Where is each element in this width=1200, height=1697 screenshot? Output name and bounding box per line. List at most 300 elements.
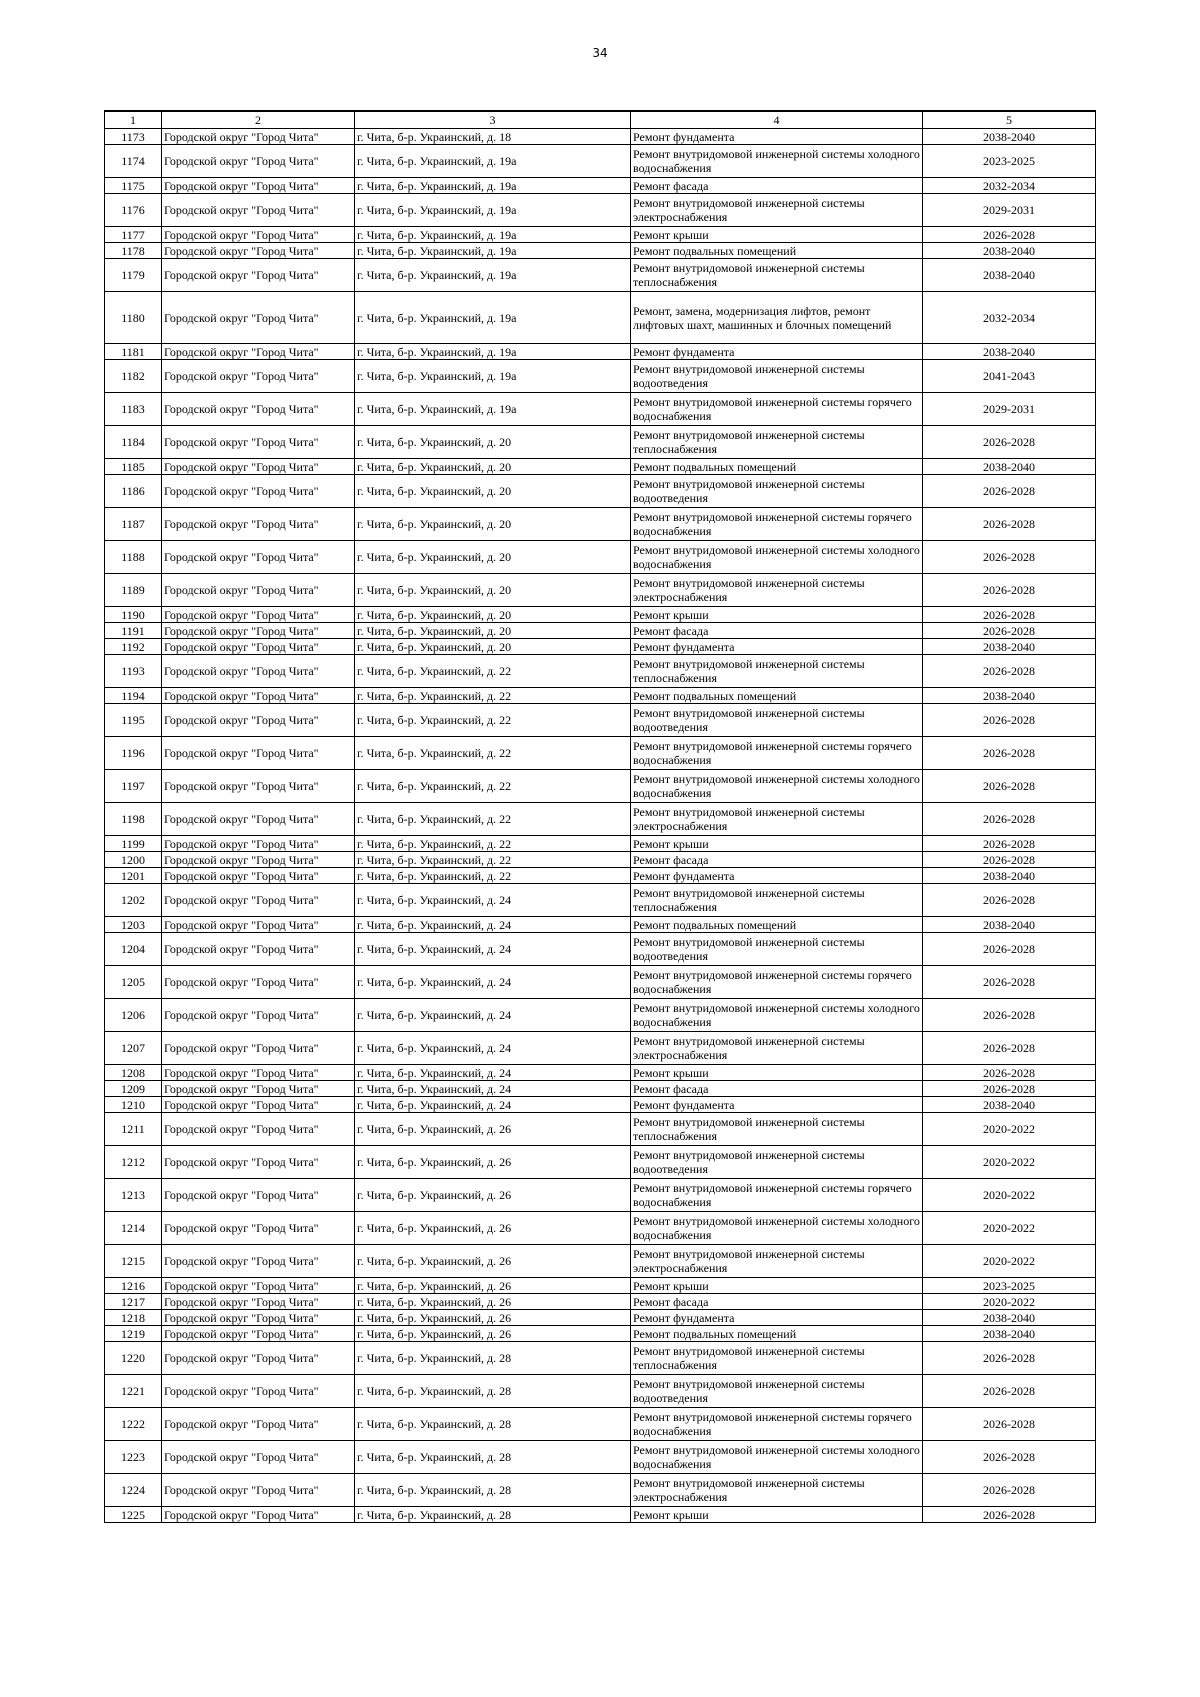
row-number-cell: 1212 [105, 1146, 162, 1179]
municipality-cell: Городской округ "Город Чита" [162, 639, 355, 655]
table-row [105, 227, 1096, 243]
row-number-cell: 1197 [105, 770, 162, 803]
work-type-cell: Ремонт подвальных помещений [631, 917, 923, 933]
period-cell: 2038-2040 [923, 129, 1096, 145]
table-row [105, 1507, 1096, 1523]
period-cell: 2026-2028 [923, 1032, 1096, 1065]
period-cell: 2026-2028 [923, 508, 1096, 541]
work-type-cell: Ремонт внутридомовой инженерной системы водоотведения [631, 1375, 923, 1408]
work-type-cell: Ремонт внутридомовой инженерной системы водоотведения [631, 475, 923, 508]
period-cell: 2038-2040 [923, 917, 1096, 933]
address-cell: г. Чита, б-р. Украинский, д. 28 [355, 1408, 631, 1441]
period-cell: 2029-2031 [923, 393, 1096, 426]
period-cell: 2026-2028 [923, 1065, 1096, 1081]
work-type-cell: Ремонт внутридомовой инженерной системы электроснабжения [631, 194, 923, 227]
address-cell: г. Чита, б-р. Украинский, д. 26 [355, 1294, 631, 1310]
address-cell: г. Чита, б-р. Украинский, д. 19а [355, 178, 631, 194]
table-row [105, 426, 1096, 459]
address-cell: г. Чита, б-р. Украинский, д. 22 [355, 704, 631, 737]
work-type-cell: Ремонт внутридомовой инженерной системы теплоснабжения [631, 426, 923, 459]
work-type-cell: Ремонт внутридомовой инженерной системы холодного водоснабжения [631, 1212, 923, 1245]
municipality-cell: Городской округ "Город Чита" [162, 393, 355, 426]
period-cell: 2020-2022 [923, 1146, 1096, 1179]
table-row [105, 639, 1096, 655]
municipality-cell: Городской округ "Город Чита" [162, 227, 355, 243]
period-cell: 2026-2028 [923, 1081, 1096, 1097]
address-cell: г. Чита, б-р. Украинский, д. 26 [355, 1146, 631, 1179]
period-cell: 2026-2028 [923, 999, 1096, 1032]
address-cell: г. Чита, б-р. Украинский, д. 19а [355, 360, 631, 393]
period-cell: 2026-2028 [923, 227, 1096, 243]
address-cell: г. Чита, б-р. Украинский, д. 26 [355, 1326, 631, 1342]
address-cell: г. Чита, б-р. Украинский, д. 20 [355, 639, 631, 655]
table-row [105, 459, 1096, 475]
period-cell: 2020-2022 [923, 1245, 1096, 1278]
municipality-cell: Городской округ "Город Чита" [162, 1326, 355, 1342]
work-type-cell: Ремонт внутридомовой инженерной системы холодного водоснабжения [631, 999, 923, 1032]
municipality-cell: Городской округ "Город Чита" [162, 852, 355, 868]
work-type-cell: Ремонт фасада [631, 1294, 923, 1310]
work-type-cell: Ремонт внутридомовой инженерной системы электроснабжения [631, 1474, 923, 1507]
period-cell: 2038-2040 [923, 639, 1096, 655]
table-row [105, 259, 1096, 292]
work-type-cell: Ремонт внутридомовой инженерной системы горячего водоснабжения [631, 1408, 923, 1441]
table-row [105, 1146, 1096, 1179]
period-cell: 2038-2040 [923, 688, 1096, 704]
table-header-row [105, 111, 1096, 129]
period-cell: 2026-2028 [923, 1441, 1096, 1474]
period-cell: 2026-2028 [923, 623, 1096, 639]
column-header: 5 [923, 111, 1096, 129]
table-row [105, 966, 1096, 999]
municipality-cell: Городской округ "Город Чита" [162, 459, 355, 475]
row-number-cell: 1221 [105, 1375, 162, 1408]
municipality-cell: Городской округ "Город Чита" [162, 688, 355, 704]
period-cell: 2023-2025 [923, 145, 1096, 178]
work-type-cell: Ремонт внутридомовой инженерной системы холодного водоснабжения [631, 145, 923, 178]
address-cell: г. Чита, б-р. Украинский, д. 22 [355, 803, 631, 836]
work-type-cell: Ремонт внутридомовой инженерной системы горячего водоснабжения [631, 737, 923, 770]
period-cell: 2026-2028 [923, 655, 1096, 688]
table-row [105, 129, 1096, 145]
address-cell: г. Чита, б-р. Украинский, д. 19а [355, 259, 631, 292]
address-cell: г. Чита, б-р. Украинский, д. 24 [355, 999, 631, 1032]
address-cell: г. Чита, б-р. Украинский, д. 28 [355, 1375, 631, 1408]
municipality-cell: Городской округ "Город Чита" [162, 1474, 355, 1507]
row-number-cell: 1189 [105, 574, 162, 607]
address-cell: г. Чита, б-р. Украинский, д. 26 [355, 1310, 631, 1326]
row-number-cell: 1175 [105, 178, 162, 194]
address-cell: г. Чита, б-р. Украинский, д. 22 [355, 737, 631, 770]
row-number-cell: 1192 [105, 639, 162, 655]
row-number-cell: 1191 [105, 623, 162, 639]
address-cell: г. Чита, б-р. Украинский, д. 24 [355, 884, 631, 917]
work-type-cell: Ремонт внутридомовой инженерной системы холодного водоснабжения [631, 541, 923, 574]
address-cell: г. Чита, б-р. Украинский, д. 18 [355, 129, 631, 145]
period-cell: 2023-2025 [923, 1278, 1096, 1294]
municipality-cell: Городской округ "Город Чита" [162, 1375, 355, 1408]
period-cell: 2026-2028 [923, 770, 1096, 803]
municipality-cell: Городской округ "Город Чита" [162, 1179, 355, 1212]
period-cell: 2038-2040 [923, 344, 1096, 360]
address-cell: г. Чита, б-р. Украинский, д. 24 [355, 1081, 631, 1097]
row-number-cell: 1174 [105, 145, 162, 178]
work-type-cell: Ремонт крыши [631, 1065, 923, 1081]
row-number-cell: 1210 [105, 1097, 162, 1113]
row-number-cell: 1199 [105, 836, 162, 852]
table-row [105, 688, 1096, 704]
work-type-cell: Ремонт внутридомовой инженерной системы электроснабжения [631, 803, 923, 836]
table-row [105, 1342, 1096, 1375]
table-row [105, 178, 1096, 194]
municipality-cell: Городской округ "Город Чита" [162, 1097, 355, 1113]
column-header: 4 [631, 111, 923, 129]
work-type-cell: Ремонт фасада [631, 178, 923, 194]
work-type-cell: Ремонт внутридомовой инженерной системы водоотведения [631, 704, 923, 737]
work-type-cell: Ремонт фундамента [631, 868, 923, 884]
period-cell: 2038-2040 [923, 259, 1096, 292]
period-cell: 2026-2028 [923, 574, 1096, 607]
municipality-cell: Городской округ "Город Чита" [162, 1065, 355, 1081]
municipality-cell: Городской округ "Город Чита" [162, 737, 355, 770]
municipality-cell: Городской округ "Город Чита" [162, 1294, 355, 1310]
municipality-cell: Городской округ "Город Чита" [162, 541, 355, 574]
table-row [105, 145, 1096, 178]
period-cell: 2026-2028 [923, 1342, 1096, 1375]
period-cell: 2026-2028 [923, 852, 1096, 868]
address-cell: г. Чита, б-р. Украинский, д. 20 [355, 623, 631, 639]
address-cell: г. Чита, б-р. Украинский, д. 26 [355, 1245, 631, 1278]
table-body [105, 129, 1096, 1523]
work-type-cell: Ремонт внутридомовой инженерной системы теплоснабжения [631, 1113, 923, 1146]
address-cell: г. Чита, б-р. Украинский, д. 19а [355, 344, 631, 360]
municipality-cell: Городской округ "Город Чита" [162, 1081, 355, 1097]
municipality-cell: Городской округ "Город Чита" [162, 1032, 355, 1065]
municipality-cell: Городской округ "Город Чита" [162, 1408, 355, 1441]
period-cell: 2020-2022 [923, 1179, 1096, 1212]
table-row [105, 933, 1096, 966]
column-header: 2 [162, 111, 355, 129]
period-cell: 2026-2028 [923, 541, 1096, 574]
table-row [105, 623, 1096, 639]
row-number-cell: 1195 [105, 704, 162, 737]
address-cell: г. Чита, б-р. Украинский, д. 19а [355, 393, 631, 426]
repair-schedule-table [104, 110, 1096, 1523]
work-type-cell: Ремонт крыши [631, 836, 923, 852]
municipality-cell: Городской округ "Город Чита" [162, 475, 355, 508]
table-row [105, 1081, 1096, 1097]
address-cell: г. Чита, б-р. Украинский, д. 22 [355, 655, 631, 688]
row-number-cell: 1223 [105, 1441, 162, 1474]
work-type-cell: Ремонт подвальных помещений [631, 459, 923, 475]
work-type-cell: Ремонт подвальных помещений [631, 688, 923, 704]
municipality-cell: Городской округ "Город Чита" [162, 803, 355, 836]
row-number-cell: 1222 [105, 1408, 162, 1441]
work-type-cell: Ремонт внутридомовой инженерной системы электроснабжения [631, 1032, 923, 1065]
row-number-cell: 1215 [105, 1245, 162, 1278]
work-type-cell: Ремонт фундамента [631, 639, 923, 655]
table-row [105, 344, 1096, 360]
table-row [105, 1441, 1096, 1474]
period-cell: 2020-2022 [923, 1294, 1096, 1310]
table-row [105, 360, 1096, 393]
table-row [105, 574, 1096, 607]
row-number-cell: 1202 [105, 884, 162, 917]
row-number-cell: 1176 [105, 194, 162, 227]
work-type-cell: Ремонт внутридомовой инженерной системы теплоснабжения [631, 655, 923, 688]
row-number-cell: 1179 [105, 259, 162, 292]
address-cell: г. Чита, б-р. Украинский, д. 19а [355, 292, 631, 344]
work-type-cell: Ремонт, замена, модернизация лифтов, ремонт лифтовых шахт, машинных и блочных помещений [631, 292, 923, 344]
address-cell: г. Чита, б-р. Украинский, д. 19а [355, 227, 631, 243]
municipality-cell: Городской округ "Город Чита" [162, 292, 355, 344]
period-cell: 2029-2031 [923, 194, 1096, 227]
table-row [105, 917, 1096, 933]
row-number-cell: 1178 [105, 243, 162, 259]
row-number-cell: 1209 [105, 1081, 162, 1097]
address-cell: г. Чита, б-р. Украинский, д. 20 [355, 475, 631, 508]
table-row [105, 1032, 1096, 1065]
table-row [105, 884, 1096, 917]
address-cell: г. Чита, б-р. Украинский, д. 22 [355, 836, 631, 852]
row-number-cell: 1188 [105, 541, 162, 574]
row-number-cell: 1182 [105, 360, 162, 393]
period-cell: 2020-2022 [923, 1113, 1096, 1146]
address-cell: г. Чита, б-р. Украинский, д. 24 [355, 933, 631, 966]
municipality-cell: Городской округ "Город Чита" [162, 1441, 355, 1474]
row-number-cell: 1181 [105, 344, 162, 360]
period-cell: 2038-2040 [923, 243, 1096, 259]
address-cell: г. Чита, б-р. Украинский, д. 20 [355, 508, 631, 541]
table-row [105, 737, 1096, 770]
work-type-cell: Ремонт фундамента [631, 1310, 923, 1326]
row-number-cell: 1211 [105, 1113, 162, 1146]
table-row [105, 1294, 1096, 1310]
period-cell: 2026-2028 [923, 426, 1096, 459]
address-cell: г. Чита, б-р. Украинский, д. 24 [355, 917, 631, 933]
address-cell: г. Чита, б-р. Украинский, д. 26 [355, 1212, 631, 1245]
municipality-cell: Городской округ "Город Чита" [162, 1342, 355, 1375]
period-cell: 2032-2034 [923, 178, 1096, 194]
municipality-cell: Городской округ "Город Чита" [162, 836, 355, 852]
work-type-cell: Ремонт крыши [631, 227, 923, 243]
period-cell: 2026-2028 [923, 704, 1096, 737]
table-row [105, 1278, 1096, 1294]
work-type-cell: Ремонт внутридомовой инженерной системы горячего водоснабжения [631, 393, 923, 426]
work-type-cell: Ремонт крыши [631, 1507, 923, 1523]
address-cell: г. Чита, б-р. Украинский, д. 28 [355, 1507, 631, 1523]
address-cell: г. Чита, б-р. Украинский, д. 28 [355, 1342, 631, 1375]
table-row [105, 1179, 1096, 1212]
address-cell: г. Чита, б-р. Украинский, д. 22 [355, 852, 631, 868]
table-row [105, 1113, 1096, 1146]
period-cell: 2038-2040 [923, 868, 1096, 884]
municipality-cell: Городской округ "Город Чита" [162, 360, 355, 393]
municipality-cell: Городской округ "Город Чита" [162, 1212, 355, 1245]
row-number-cell: 1201 [105, 868, 162, 884]
municipality-cell: Городской округ "Город Чита" [162, 704, 355, 737]
row-number-cell: 1213 [105, 1179, 162, 1212]
period-cell: 2038-2040 [923, 459, 1096, 475]
table-row [105, 508, 1096, 541]
municipality-cell: Городской округ "Город Чита" [162, 344, 355, 360]
table-row [105, 803, 1096, 836]
work-type-cell: Ремонт внутридомовой инженерной системы водоотведения [631, 933, 923, 966]
row-number-cell: 1217 [105, 1294, 162, 1310]
address-cell: г. Чита, б-р. Украинский, д. 20 [355, 541, 631, 574]
work-type-cell: Ремонт подвальных помещений [631, 1326, 923, 1342]
row-number-cell: 1180 [105, 292, 162, 344]
municipality-cell: Городской округ "Город Чита" [162, 243, 355, 259]
row-number-cell: 1173 [105, 129, 162, 145]
work-type-cell: Ремонт внутридомовой инженерной системы электроснабжения [631, 1245, 923, 1278]
table-row [105, 999, 1096, 1032]
table-row [105, 1097, 1096, 1113]
table-row [105, 243, 1096, 259]
work-type-cell: Ремонт фасада [631, 852, 923, 868]
address-cell: г. Чита, б-р. Украинский, д. 22 [355, 868, 631, 884]
table-row [105, 1212, 1096, 1245]
municipality-cell: Городской округ "Город Чита" [162, 129, 355, 145]
address-cell: г. Чита, б-р. Украинский, д. 24 [355, 1065, 631, 1081]
work-type-cell: Ремонт подвальных помещений [631, 243, 923, 259]
municipality-cell: Городской округ "Город Чита" [162, 1310, 355, 1326]
municipality-cell: Городской округ "Город Чита" [162, 999, 355, 1032]
address-cell: г. Чита, б-р. Украинский, д. 28 [355, 1474, 631, 1507]
address-cell: г. Чита, б-р. Украинский, д. 19а [355, 145, 631, 178]
address-cell: г. Чита, б-р. Украинский, д. 26 [355, 1113, 631, 1146]
work-type-cell: Ремонт фундамента [631, 1097, 923, 1113]
period-cell: 2026-2028 [923, 1507, 1096, 1523]
municipality-cell: Городской округ "Город Чита" [162, 1113, 355, 1146]
address-cell: г. Чита, б-р. Украинский, д. 24 [355, 966, 631, 999]
work-type-cell: Ремонт крыши [631, 1278, 923, 1294]
row-number-cell: 1216 [105, 1278, 162, 1294]
table-row [105, 836, 1096, 852]
work-type-cell: Ремонт фундамента [631, 129, 923, 145]
municipality-cell: Городской округ "Город Чита" [162, 933, 355, 966]
row-number-cell: 1214 [105, 1212, 162, 1245]
period-cell: 2026-2028 [923, 475, 1096, 508]
address-cell: г. Чита, б-р. Украинский, д. 22 [355, 688, 631, 704]
table-row [105, 607, 1096, 623]
work-type-cell: Ремонт внутридомовой инженерной системы водоотведения [631, 1146, 923, 1179]
municipality-cell: Городской округ "Город Чита" [162, 884, 355, 917]
work-type-cell: Ремонт внутридомовой инженерной системы горячего водоснабжения [631, 966, 923, 999]
municipality-cell: Городской округ "Город Чита" [162, 145, 355, 178]
work-type-cell: Ремонт внутридомовой инженерной системы электроснабжения [631, 574, 923, 607]
municipality-cell: Городской округ "Город Чита" [162, 574, 355, 607]
table-row [105, 1065, 1096, 1081]
table-row [105, 1245, 1096, 1278]
row-number-cell: 1203 [105, 917, 162, 933]
table-row [105, 475, 1096, 508]
period-cell: 2026-2028 [923, 836, 1096, 852]
period-cell: 2026-2028 [923, 803, 1096, 836]
work-type-cell: Ремонт внутридомовой инженерной системы горячего водоснабжения [631, 508, 923, 541]
municipality-cell: Городской округ "Город Чита" [162, 178, 355, 194]
address-cell: г. Чита, б-р. Украинский, д. 20 [355, 574, 631, 607]
period-cell: 2032-2034 [923, 292, 1096, 344]
work-type-cell: Ремонт внутридомовой инженерной системы теплоснабжения [631, 259, 923, 292]
municipality-cell: Городской округ "Город Чита" [162, 1245, 355, 1278]
period-cell: 2026-2028 [923, 933, 1096, 966]
row-number-cell: 1177 [105, 227, 162, 243]
address-cell: г. Чита, б-р. Украинский, д. 19а [355, 194, 631, 227]
row-number-cell: 1205 [105, 966, 162, 999]
period-cell: 2026-2028 [923, 1474, 1096, 1507]
address-cell: г. Чита, б-р. Украинский, д. 22 [355, 770, 631, 803]
row-number-cell: 1224 [105, 1474, 162, 1507]
municipality-cell: Городской округ "Город Чита" [162, 1278, 355, 1294]
table-row [105, 292, 1096, 344]
row-number-cell: 1194 [105, 688, 162, 704]
row-number-cell: 1184 [105, 426, 162, 459]
address-cell: г. Чита, б-р. Украинский, д. 26 [355, 1278, 631, 1294]
table-row [105, 541, 1096, 574]
address-cell: г. Чита, б-р. Украинский, д. 20 [355, 459, 631, 475]
page-number: 34 [592, 46, 608, 60]
address-cell: г. Чита, б-р. Украинский, д. 20 [355, 426, 631, 459]
work-type-cell: Ремонт внутридомовой инженерной системы холодного водоснабжения [631, 1441, 923, 1474]
table-row [105, 868, 1096, 884]
column-header: 1 [105, 111, 162, 129]
row-number-cell: 1204 [105, 933, 162, 966]
row-number-cell: 1206 [105, 999, 162, 1032]
row-number-cell: 1196 [105, 737, 162, 770]
municipality-cell: Городской округ "Город Чита" [162, 655, 355, 688]
row-number-cell: 1187 [105, 508, 162, 541]
period-cell: 2038-2040 [923, 1310, 1096, 1326]
table-row [105, 1375, 1096, 1408]
work-type-cell: Ремонт крыши [631, 607, 923, 623]
period-cell: 2038-2040 [923, 1097, 1096, 1113]
table-row [105, 655, 1096, 688]
work-type-cell: Ремонт фасада [631, 1081, 923, 1097]
municipality-cell: Городской округ "Город Чита" [162, 917, 355, 933]
table-row [105, 1408, 1096, 1441]
row-number-cell: 1200 [105, 852, 162, 868]
row-number-cell: 1220 [105, 1342, 162, 1375]
municipality-cell: Городской округ "Город Чита" [162, 623, 355, 639]
municipality-cell: Городской округ "Город Чита" [162, 194, 355, 227]
row-number-cell: 1183 [105, 393, 162, 426]
address-cell: г. Чита, б-р. Украинский, д. 24 [355, 1032, 631, 1065]
row-number-cell: 1190 [105, 607, 162, 623]
address-cell: г. Чита, б-р. Украинский, д. 28 [355, 1441, 631, 1474]
address-cell: г. Чита, б-р. Украинский, д. 24 [355, 1097, 631, 1113]
municipality-cell: Городской округ "Город Чита" [162, 1146, 355, 1179]
municipality-cell: Городской округ "Город Чита" [162, 426, 355, 459]
period-cell: 2026-2028 [923, 737, 1096, 770]
period-cell: 2041-2043 [923, 360, 1096, 393]
work-type-cell: Ремонт внутридомовой инженерной системы теплоснабжения [631, 884, 923, 917]
municipality-cell: Городской округ "Город Чита" [162, 259, 355, 292]
period-cell: 2026-2028 [923, 607, 1096, 623]
table-row [105, 1326, 1096, 1342]
period-cell: 2020-2022 [923, 1212, 1096, 1245]
address-cell: г. Чита, б-р. Украинский, д. 26 [355, 1179, 631, 1212]
table-row [105, 1474, 1096, 1507]
work-type-cell: Ремонт внутридомовой инженерной системы горячего водоснабжения [631, 1179, 923, 1212]
row-number-cell: 1207 [105, 1032, 162, 1065]
address-cell: г. Чита, б-р. Украинский, д. 20 [355, 607, 631, 623]
municipality-cell: Городской округ "Город Чита" [162, 1507, 355, 1523]
work-type-cell: Ремонт внутридомовой инженерной системы теплоснабжения [631, 1342, 923, 1375]
period-cell: 2026-2028 [923, 966, 1096, 999]
table-row [105, 194, 1096, 227]
row-number-cell: 1219 [105, 1326, 162, 1342]
